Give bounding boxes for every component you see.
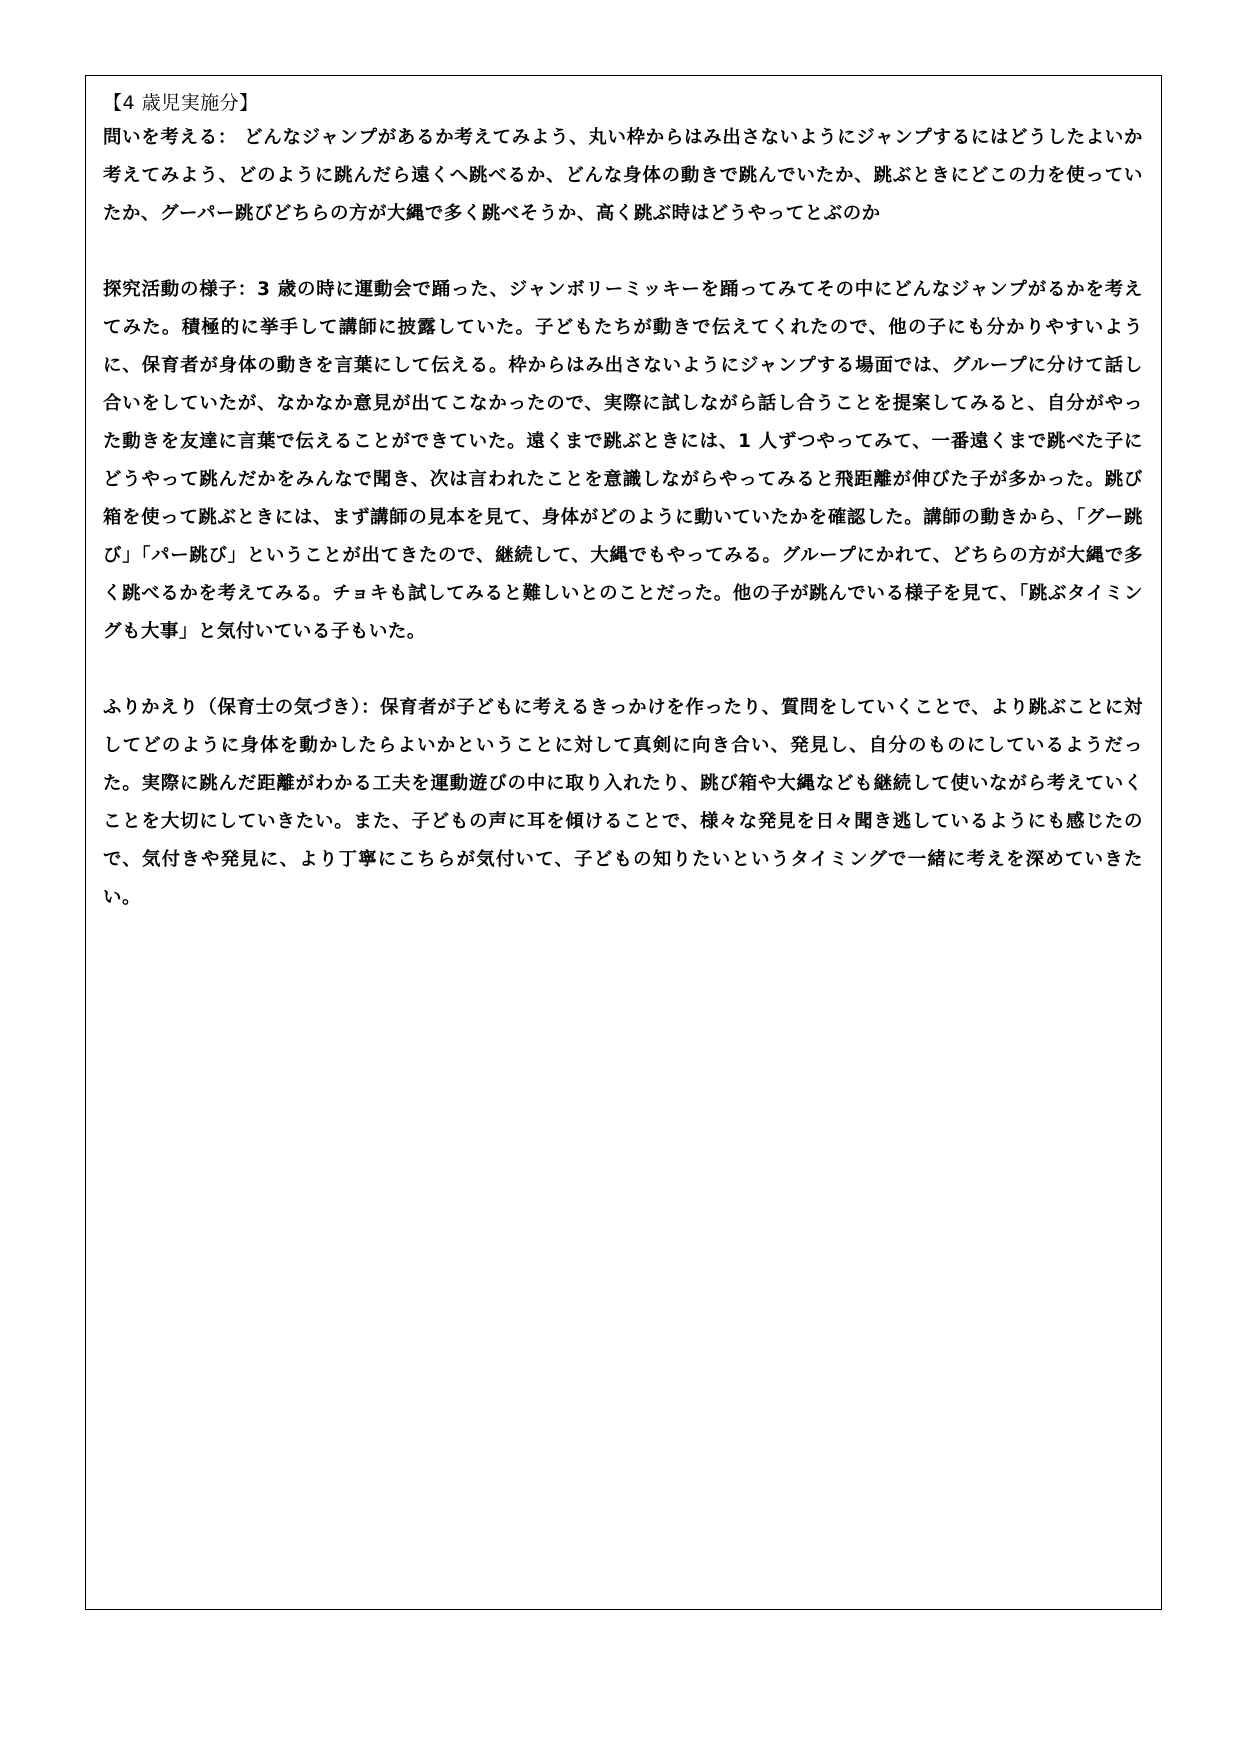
paragraph-spacer <box>103 651 1143 689</box>
document-content <box>103 88 1143 917</box>
section-inquiry-activity: 探究活動の様子：3 歳の時に運動会で踊った、ジャンボリーミッキーを踊ってみてその中にどんなジャンプがるかを考えてみた。積極的に挙手して講師に披露していた。子どもたちが動きで伝えてくれたので、他の子にも分かりやすいように、保育者が身体の動きを言葉にして伝える。枠からはみ出さないようにジャンプする場面では、グループに分けて話し合いをしていたが、なかなか意見が出てこなかったので、実際に試しながら話し合うことを提案してみると、自分がやった動きを友達に言葉で伝えることができていた。遠くまで跳ぶときには、1 人ずつやってみて、一番遠くまで跳べた子にどうやって跳んだかをみんなで聞き、次は言われたことを意識しながらやってみると飛距離が伸びた子が多かった。跳び箱を使って跳ぶときには、まず講師の見本を見て、身体がどのように動いていたかを確認した。講師の動きから、「グー跳び」「パー跳び」ということが出てきたので、継続して、大縄でもやってみる。グループにかれて、どちらの方が大縄で多く跳べるかを考えてみる。チョキも試してみると難しいとのことだった。他の子が跳んでいる様子を見て、「跳ぶタイミングも大事」と気付いている子もいた。 <box>103 279 1143 642</box>
section-reflection: ふりかえり（保育士の気づき）：保育者が子どもに考えるきっかけを作ったり、質問をしていくことで、より跳ぶことに対してどのように身体を動かしたらよいかということに対して真剣に向き合い、発見し、自分のものにしているようだった。実際に跳んだ距離がわかる工夫を運動遊びの中に取り入れたり、跳び箱や大縄なども継続して使いながら考えていくことを大切にしていきたい。また、子どもの声に耳を傾けることで、様々な発見を日々聞き逃しているようにも感じたので、気付きや発見に、より丁寧にこちらが気付いて、子どもの知りたいというタイミングで一緒に考えを深めていきたい。 <box>103 697 1143 908</box>
document-frame <box>85 75 1162 1610</box>
paragraph-spacer <box>103 233 1143 271</box>
document-heading: 【4 歳児実施分】 <box>103 92 259 114</box>
section-questions: 問いを考える： どんなジャンプがあるか考えてみよう、丸い枠からはみ出さないようにジャンプするにはどうしたよいか考えてみよう、どのように跳んだら遠くへ跳べるか、どんな身体の動きで跳んでいたか、跳ぶときにどこの力を使っていたか、グーパー跳びどちらの方が大縄で多く跳べそうか、高く跳ぶ時はどうやってとぶのか <box>103 127 1143 224</box>
